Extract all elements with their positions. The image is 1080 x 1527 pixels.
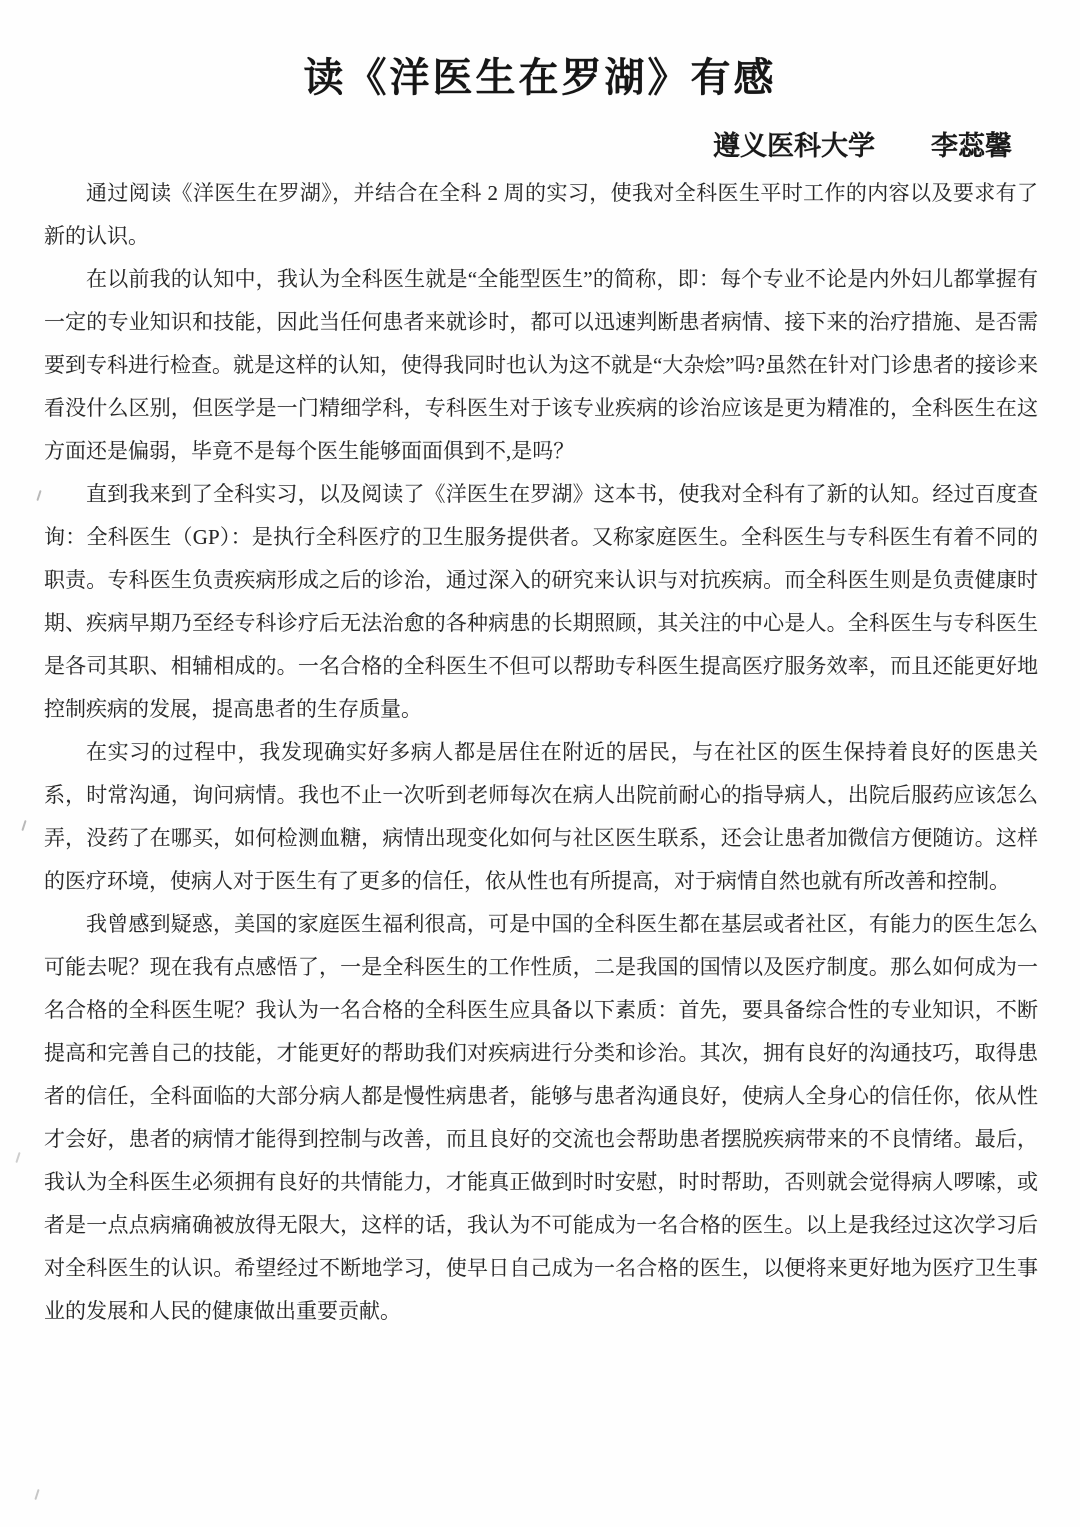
- scan-artifact: [36, 490, 41, 501]
- scan-artifact: [15, 1152, 20, 1163]
- page-title: 读《洋医生在罗湖》有感: [303, 55, 777, 100]
- scan-artifact: [21, 820, 26, 831]
- paragraph-intro: 通过阅读《洋医生在罗湖》，并结合在全科 2 周的实习，使我对全科医生平时工作的内容以及要求有了新的认识。: [44, 181, 1038, 248]
- byline-university: 遵义医科大学: [713, 131, 875, 161]
- paragraph-internship-observation: 在实习的过程中，我发现确实好多病人都是居住在附近的居民，与在社区的医生保持着良好的医患关系，时常沟通，询问病情。我也不止一次听到老师每次在病人出院前耐心的指导病人，出院后服药应该怎么弄，没药了在哪买，如何检测血糖，病情出现变化如何与社区医生联系，还会让患者加微信方便随访。这样的医疗环境，使病人对于医生有了更多的信任，依从性也有所提高，对于病情自然也就有所改善和控制。: [44, 740, 1038, 893]
- essay-body: [44, 172, 1038, 1333]
- scan-artifact: [34, 1489, 39, 1500]
- byline: [0, 128, 1080, 164]
- paragraph-previous-understanding: 在以前我的认知中，我认为全科医生就是“全能型医生”的简称，即：每个专业不论是内外妇儿都掌握有一定的专业知识和技能，因此当任何患者来就诊时，都可以迅速判断患者病情、接下来的治疗措施、是否需要到专科进行检查。就是这样的认知，使得我同时也认为这不就是“大杂烩”吗?虽然在针对门诊患者的接诊来看没什么区别，但医学是一门精细学科，专科医生对于该专业疾病的诊治应该是更为精准的，全科医生在这方面还是偏弱，毕竟不是每个医生能够面面俱到不,是吗？: [44, 267, 1038, 463]
- paragraph-new-understanding: 直到我来到了全科实习，以及阅读了《洋医生在罗湖》这本书，使我对全科有了新的认知。经过百度查询：全科医生（GP）：是执行全科医疗的卫生服务提供者。又称家庭医生。全科医生与专科医生有着不同的职责。专科医生负责疾病形成之后的诊治，通过深入的研究来认识与对抗疾病。而全科医生则是负责健康时期、疾病早期乃至经专科诊疗后无法治愈的各种病患的长期照顾，其关注的中心是人。全科医生与专科医生是各司其职、相辅相成的。一名合格的全科医生不但可以帮助专科医生提高医疗服务效率，而且还能更好地控制疾病的发展，提高患者的生存质量。: [44, 482, 1038, 721]
- paragraph-reflection-conclusion: 我曾感到疑惑，美国的家庭医生福利很高，可是中国的全科医生都在基层或者社区，有能力的医生怎么可能去呢？现在我有点感悟了，一是全科医生的工作性质，二是我国的国情以及医疗制度。那么如何成为一名合格的全科医生呢？我认为一名合格的全科医生应具备以下素质：首先，要具备综合性的专业知识，不断提高和完善自己的技能，才能更好的帮助我们对疾病进行分类和诊治。其次，拥有良好的沟通技巧，取得患者的信任，全科面临的大部分病人都是慢性病患者，能够与患者沟通良好，使病人全身心的信任你，依从性才会好，患者的病情才能得到控制与改善，而且良好的交流也会帮助患者摆脱疾病带来的不良情绪。最后，我认为全科医生必须拥有良好的共情能力，才能真正做到时时安慰，时时帮助，否则就会觉得病人啰嗦，或者是一点点病痛确被放得无限大，这样的话，我认为不可能成为一名合格的医生。以上是我经过这次学习后对全科医生的认识。希望经过不断地学习，使早日自己成为一名合格的医生，以便将来更好地为医疗卫生事业的发展和人民的健康做出重要贡献。: [44, 912, 1038, 1323]
- byline-author: 李蕊馨: [931, 131, 1012, 161]
